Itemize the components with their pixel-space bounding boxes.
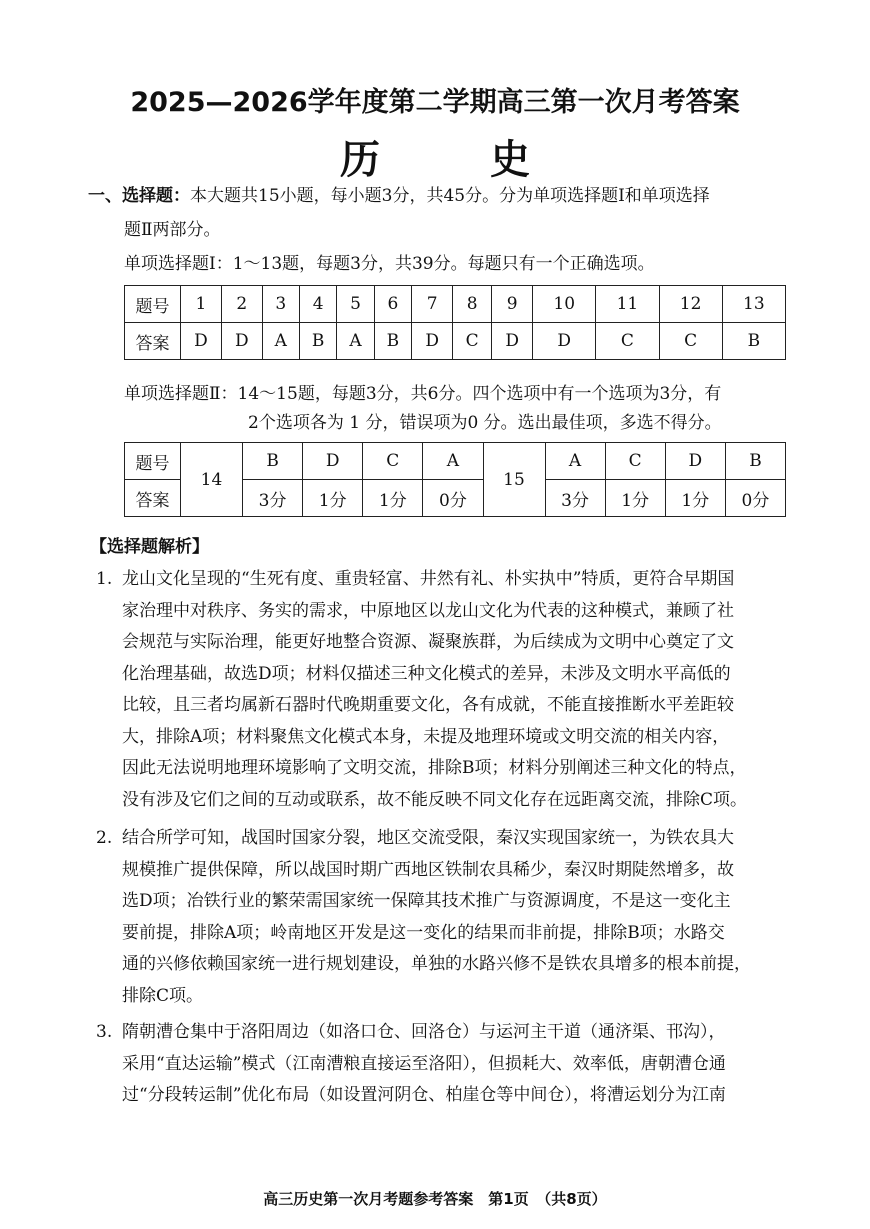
explanation-line: 通的兴修依赖国家统一进行规划建设，单独的水路兴修不是铁农具增多的根本前提， [122, 954, 751, 974]
table1-answer: D [221, 323, 262, 360]
table1-answer: D [533, 323, 596, 360]
table1-answer: B [374, 323, 412, 360]
question-3-explanation [96, 1017, 796, 1112]
table1-answer: D [181, 323, 222, 360]
table1-cell: 12 [659, 286, 722, 323]
explanation-line: 家治理中对秩序、务实的需求，中原地区以龙山文化为代表的这种模式，兼顾了社 [122, 600, 734, 621]
table1-cell: 5 [337, 286, 374, 323]
table1-answer-row [125, 323, 786, 360]
table1-answer: D [492, 323, 533, 360]
page-footer: 高三历史第一次月考题参考答案 第1页 （共8页） [263, 1190, 607, 1208]
table2-score: 3分 [243, 480, 303, 517]
table1-cell: 2 [221, 286, 262, 323]
table1-cell: 13 [722, 286, 785, 323]
table2-option: B [725, 443, 785, 480]
question-number: 3. [96, 1022, 113, 1042]
table1-row-label: 题号 [125, 286, 181, 323]
table1-answer: C [596, 323, 659, 360]
explanation-line: 比较，且三者均属新石器时代晚期重要文化，各有成就，不能直接推断水平差距较 [122, 695, 734, 715]
exam-title: 2025—2026学年度第二学期高三第一次月考答案 [130, 87, 740, 118]
explanation-line: 过“分段转运制”优化布局（如设置河阴仓、柏崖仓等中间仓），将漕运划分为江南 [122, 1085, 726, 1105]
table1-cell: 6 [374, 286, 412, 323]
table2-option: D [303, 443, 363, 480]
explanation-line: 化治理基础，故选D项；材料仅描述三种文化模式的差异，未涉及文明水平高低的 [122, 663, 731, 684]
table2-row-label: 题号 [125, 443, 181, 480]
table1-cell: 1 [181, 286, 222, 323]
explanation-line: 没有涉及它们之间的互动或联系，故不能反映不同文化存在远距离交流，排除C项。 [122, 789, 748, 810]
table1-number-row [125, 286, 786, 323]
table2-question-15: 15 [483, 443, 545, 517]
table2-option: A [545, 443, 605, 480]
part2-description-cont: 2个选项各为 1 分，错误项为0 分。选出最佳项，多选不得分。 [248, 413, 722, 433]
table2-option: B [243, 443, 303, 480]
table1-row-label: 答案 [125, 323, 181, 360]
explanation-line: 结合所学可知，战国时国家分裂，地区交流受限，秦汉实现国家统一，为铁农具大 [122, 828, 734, 848]
table2-option: D [665, 443, 725, 480]
table2-row-label: 答案 [125, 480, 181, 517]
explanation-line: 要前提，排除A项；岭南地区开发是这一变化的结果而非前提，排除B项；水路交 [122, 922, 725, 943]
table1-answer: B [299, 323, 337, 360]
part2-description: 单项选择题Ⅱ：14～15题，每题3分，共6分。四个选项中有一个选项为3分，有 [124, 384, 722, 404]
table1-answer: B [722, 323, 785, 360]
explanation-line: 隋朝漕仓集中于洛阳周边（如洛口仓、回洛仓）与运河主干道（通济渠、邗沟）， [122, 1022, 726, 1042]
table2-score: 1分 [605, 480, 665, 517]
answer-table-part1 [124, 285, 786, 360]
explanation-line: 因此无法说明地理环境影响了文明交流，排除B项；材料分别阐述三种文化的特点， [122, 758, 747, 778]
table1-cell: 4 [299, 286, 337, 323]
table2-option: A [423, 443, 483, 480]
section1-heading-text: 本大题共15小题，每小题3分，共45分。分为单项选择题Ⅰ和单项选择 [190, 186, 710, 206]
section1-heading [88, 183, 710, 209]
table1-cell: 10 [533, 286, 596, 323]
table2-option: C [363, 443, 423, 480]
question-1-explanation [96, 564, 796, 816]
table2-score: 0分 [423, 480, 483, 517]
explanation-line: 选D项；冶铁行业的繁荣需国家统一保障其技术推广与资源调度，不是这一变化主 [122, 891, 731, 911]
table2-option-row [125, 443, 786, 480]
explanation-line: 大，排除A项；材料聚焦文化模式本身，未提及地理环境或文明交流的相关内容， [122, 726, 730, 747]
question-number: 1. [96, 569, 113, 589]
part1-description: 单项选择题Ⅰ：1～13题，每题3分，共39分。每题只有一个正确选项。 [124, 254, 655, 274]
analysis-heading: 【选择题解析】 [90, 537, 209, 557]
table1-answer: A [262, 323, 299, 360]
table1-cell: 3 [262, 286, 299, 323]
table1-answer: D [412, 323, 453, 360]
explanation-line: 采用“直达运输”模式（江南漕粮直接运至洛阳），但损耗大、效率低，唐朝漕仓通 [122, 1053, 726, 1074]
table2-score: 1分 [303, 480, 363, 517]
answer-table-part2 [124, 442, 786, 517]
subject-title: 历 史 [340, 136, 578, 183]
table1-answer: A [337, 323, 374, 360]
explanation-line: 会规范与实际治理，能更好地整合资源、凝聚族群，为后续成为文明中心奠定了文 [122, 632, 734, 652]
table2-score: 1分 [665, 480, 725, 517]
explanation-line: 排除C项。 [122, 985, 204, 1006]
section1-heading-cont: 题Ⅱ两部分。 [124, 220, 221, 240]
explanation-line: 龙山文化呈现的“生死有度、重贵轻富、井然有礼、朴实执中”特质，更符合早期国 [122, 569, 735, 589]
table2-score: 3分 [545, 480, 605, 517]
table1-cell: 7 [412, 286, 453, 323]
table2-score: 0分 [725, 480, 785, 517]
table1-cell: 11 [596, 286, 659, 323]
table1-answer: C [659, 323, 722, 360]
question-2-explanation [96, 823, 796, 1012]
table1-answer: C [453, 323, 492, 360]
explanation-line: 规模推广提供保障，所以战国时期广西地区铁制农具稀少，秦汉时期陡然增多，故 [122, 859, 734, 880]
table1-cell: 9 [492, 286, 533, 323]
table2-score: 1分 [363, 480, 423, 517]
table2-question-14: 14 [181, 443, 243, 517]
table1-cell: 8 [453, 286, 492, 323]
table2-option: C [605, 443, 665, 480]
section1-heading-label: 一、选择题： [88, 186, 190, 206]
question-number: 2. [96, 828, 113, 848]
